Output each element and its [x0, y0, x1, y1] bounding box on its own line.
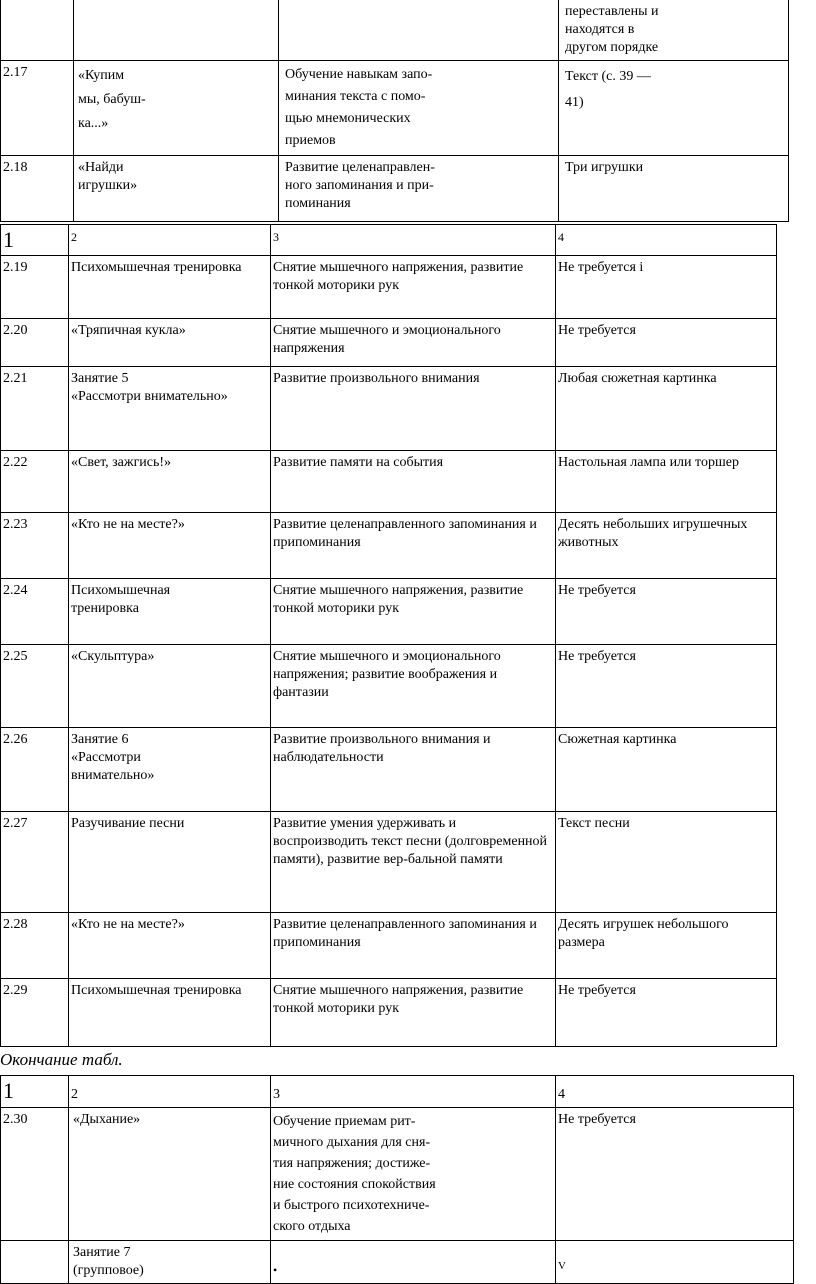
table-row — [1, 1241, 794, 1284]
table-row — [1, 728, 777, 812]
table-row — [1, 61, 789, 156]
cell-materials: Десять небольших игрушечных животных — [556, 513, 777, 579]
cell-materials: Не требуется — [556, 319, 777, 367]
cell-name: Разучивание песни — [69, 812, 271, 913]
cell-materials: V — [556, 1241, 794, 1284]
header-col-3: 3 — [271, 225, 556, 256]
cell-materials: Любая сюжетная картинка — [556, 367, 777, 451]
table-end — [0, 1075, 794, 1284]
table-row — [1, 367, 777, 451]
cell-number: 2.27 — [1, 812, 69, 913]
cell-name: Психомышечная тренировка — [69, 979, 271, 1047]
cell-name: «Скульптура» — [69, 645, 271, 728]
cell-name: «Найди игрушки» — [74, 156, 279, 222]
cell-goal: • — [271, 1241, 556, 1284]
table-row — [1, 156, 789, 222]
table-row — [1, 579, 777, 645]
cell-goal: Снятие мышечного напряжения, развитие тонкой моторики рук — [271, 579, 556, 645]
cell-materials: Не требуется — [556, 579, 777, 645]
cell-number: 2.22 — [1, 451, 69, 513]
cell-name: «Свет, зажгись!» — [69, 451, 271, 513]
table-row — [1, 979, 777, 1047]
cell-goal: Снятие мышечного и эмоционального напряжения — [271, 319, 556, 367]
table-row — [1, 256, 777, 319]
cell-name: Занятие 5 «Рассмотри внимательно» — [69, 367, 271, 451]
cell-name: Психомышечная тренировка — [69, 256, 271, 319]
cell-goal: Развитие произвольного внимания и наблюдательности — [271, 728, 556, 812]
table-row — [1, 513, 777, 579]
cell-number: 2.23 — [1, 513, 69, 579]
cell-number: 2.30 — [1, 1108, 69, 1241]
table-row — [1, 319, 777, 367]
table-continuation-top — [0, 0, 789, 222]
table-row — [1, 0, 789, 61]
cell-number: 2.19 — [1, 256, 69, 319]
table-row — [1, 451, 777, 513]
cell-goal: Развитие целенаправленного запоминания и припоминания — [271, 513, 556, 579]
cell-materials: Текст песни — [556, 812, 777, 913]
cell-goal: Развитие целенаправлен- ного запоминания и при- поминания — [279, 156, 559, 222]
header-col-1: 1 — [1, 1076, 69, 1108]
cell-number: 2.28 — [1, 913, 69, 979]
cell-number: 2.25 — [1, 645, 69, 728]
cell-name: «Купим мы, бабуш- ка...» — [74, 61, 279, 156]
cell-name — [74, 0, 279, 61]
cell-name: Занятие 6 «Рассмотри внимательно» — [69, 728, 271, 812]
table-header-row — [1, 1076, 794, 1108]
cell-materials: Не требуется — [556, 979, 777, 1047]
cell-number: 2.17 — [1, 61, 74, 156]
cell-name: «Кто не на месте?» — [69, 913, 271, 979]
header-col-2: 2 — [69, 225, 271, 256]
cell-materials: Не требуется і — [556, 256, 777, 319]
cell-number: 2.26 — [1, 728, 69, 812]
cell-materials: Десять игрушек небольшого размера — [556, 913, 777, 979]
cell-materials: Три игрушки — [559, 156, 789, 222]
cell-goal — [279, 0, 559, 61]
table-row — [1, 645, 777, 728]
cell-materials: переставлены и находятся в другом порядке — [559, 0, 789, 61]
cell-goal: Снятие мышечного напряжения, развитие тонкой моторики рук — [271, 979, 556, 1047]
cell-name: «Кто не на месте?» — [69, 513, 271, 579]
table-row — [1, 812, 777, 913]
cell-materials: Не требуется — [556, 645, 777, 728]
cell-goal: Снятие мышечного напряжения, развитие тонкой моторики рук — [271, 256, 556, 319]
header-col-4: 4 — [556, 225, 777, 256]
cell-materials: Не требуется — [556, 1108, 794, 1241]
cell-goal: Развитие умения удерживать и воспроизводить текст песни (долговременной памяти), развитие вер-бальной памяти — [271, 812, 556, 913]
table-caption: Окончание табл. — [0, 1050, 123, 1069]
cell-goal: Развитие памяти на события — [271, 451, 556, 513]
cell-number — [1, 1241, 69, 1284]
header-col-4: 4 — [556, 1076, 794, 1108]
cell-goal: Развитие целенаправленного запоминания и припоминания — [271, 913, 556, 979]
cell-materials: Текст (с. 39 — 41) — [559, 61, 789, 156]
table-row — [1, 1108, 794, 1241]
cell-number: 2.29 — [1, 979, 69, 1047]
cell-number: 2.21 — [1, 367, 69, 451]
cell-materials: Настольная лампа или торшер — [556, 451, 777, 513]
header-col-1: 1 — [1, 225, 69, 256]
cell-name: Занятие 7 (групповое) — [69, 1241, 271, 1284]
cell-materials: Сюжетная картинка — [556, 728, 777, 812]
cell-number: 2.20 — [1, 319, 69, 367]
cell-goal: Обучение навыкам запо- минания текста с помо- щью мнемонических приемов — [279, 61, 559, 156]
cell-number: 2.18 — [1, 156, 74, 222]
header-col-2: 2 — [69, 1076, 271, 1108]
cell-name: «Дыхание» — [69, 1108, 271, 1241]
cell-goal: Снятие мышечного и эмоционального напряжения; развитие воображения и фантазии — [271, 645, 556, 728]
table-header-row — [1, 225, 777, 256]
cell-name: Психомышечная тренировка — [69, 579, 271, 645]
cell-goal: Обучение приемам рит- мичного дыхания для сня- тия напряжения; достиже- ние состояния спокойствия и быстрого психотехниче- ского отдыха — [271, 1108, 556, 1241]
header-col-3: 3 — [271, 1076, 556, 1108]
cell-goal: Развитие произвольного внимания — [271, 367, 556, 451]
cell-number: 2.24 — [1, 579, 69, 645]
cell-name: «Тряпичная кукла» — [69, 319, 271, 367]
cell-number — [1, 0, 74, 61]
table-row — [1, 913, 777, 979]
table-main — [0, 224, 777, 1047]
